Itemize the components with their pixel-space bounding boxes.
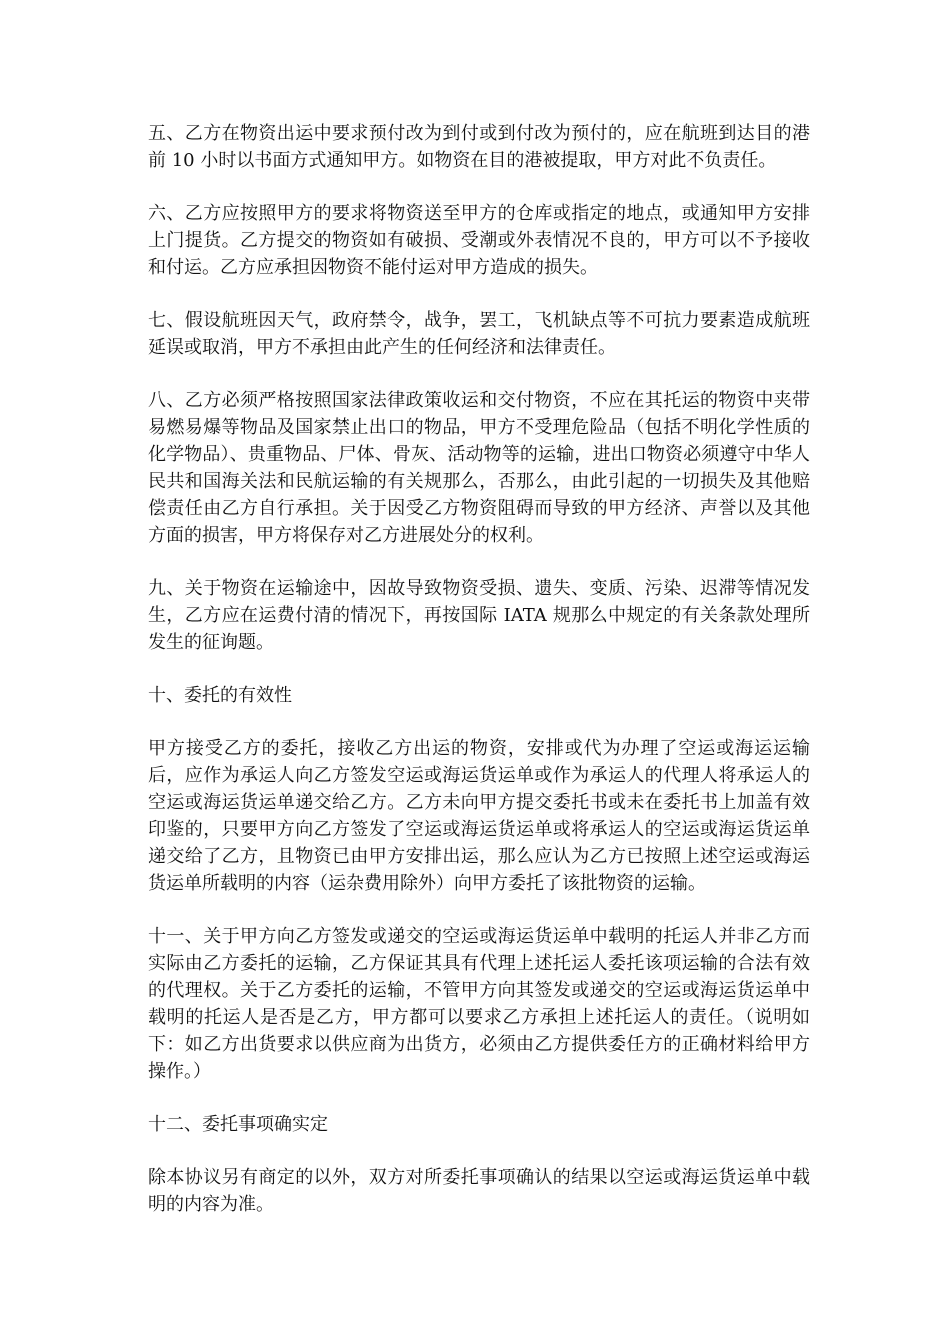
clause-5: 五、乙方在物资出运中要求预付改为到付或到付改为预付的，应在航班到达目的港前 10 小时以书面方式通知甲方。如物资在目的港被提取，甲方对此不负责任。	[148, 123, 810, 171]
clause-9: 九、关于物资在运输途中，因故导致物资受损、遗失、变质、污染、迟滞等情况发生，乙方应在运费付清的情况下，再按国际 IATA 规那么中规定的有关条款处理所发生的征询题。	[148, 578, 810, 653]
section-heading-12: 十二、委托事项确实定	[148, 1114, 328, 1135]
clause-10-body: 甲方接受乙方的委托，接收乙方出运的物资，安排或代为办理了空运或海运运输后，应作为承运人向乙方签发空运或海运货运单或作为承运人的代理人将承运人的空运或海运货运单递交给乙方。乙方未向甲方提交委托书或未在委托书上加盖有效印鉴的，只要甲方向乙方签发了空运或海运货运单或将承运人的空运或海运货运单递交给了乙方，且物资已由甲方安排出运，那么应认为乙方已按照上述空运或海运货运单所载明的内容（运杂费用除外）向甲方委托了该批物资的运输。	[148, 738, 810, 894]
section-heading-10: 十、委托的有效性	[148, 685, 292, 706]
clause-8: 八、乙方必须严格按照国家法律政策收运和交付物资，不应在其托运的物资中夹带易燃易爆等物品及国家禁止出口的物品，甲方不受理危险品（包括不明化学性质的化学物品）、贵重物品、尸体、骨灰、活动物等的运输，进出口物资必须遵守中华人民共和国海关法和民航运输的有关规那么，否那么，由此引起的一切损失及其他赔偿责任由乙方自行承担。关于因受乙方物资阻碍而导致的甲方经济、声誉以及其他方面的损害，甲方将保存对乙方进展处分的权利。	[148, 390, 810, 546]
clause-6: 六、乙方应按照甲方的要求将物资送至甲方的仓库或指定的地点，或通知甲方安排上门提货。乙方提交的物资如有破损、受潮或外表情况不良的，甲方可以不予接收和付运。乙方应承担因物资不能付运对甲方造成的损失。	[148, 203, 810, 278]
clause-12-body: 除本协议另有商定的以外，双方对所委托事项确认的结果以空运或海运货运单中载明的内容为准。	[148, 1167, 810, 1215]
clause-7: 七、假设航班因天气，政府禁令，战争，罢工，飞机缺点等不可抗力要素造成航班延误或取消，甲方不承担由此产生的任何经济和法律责任。	[148, 310, 810, 358]
document-body	[148, 120, 810, 1244]
clause-11: 十一、关于甲方向乙方签发或递交的空运或海运货运单中载明的托运人并非乙方而实际由乙方委托的运输，乙方保证其具有代理上述托运人委托该项运输的合法有效的代理权。关于乙方委托的运输，不管甲方向其签发或递交的空运或海运货运单中载明的托运人是否是乙方，甲方都可以要求乙方承担上述托运人的责任。（说明如下：如乙方出货要求以供应商为出货方，必须由乙方提供委任方的正确材料给甲方操作。）	[148, 926, 810, 1082]
